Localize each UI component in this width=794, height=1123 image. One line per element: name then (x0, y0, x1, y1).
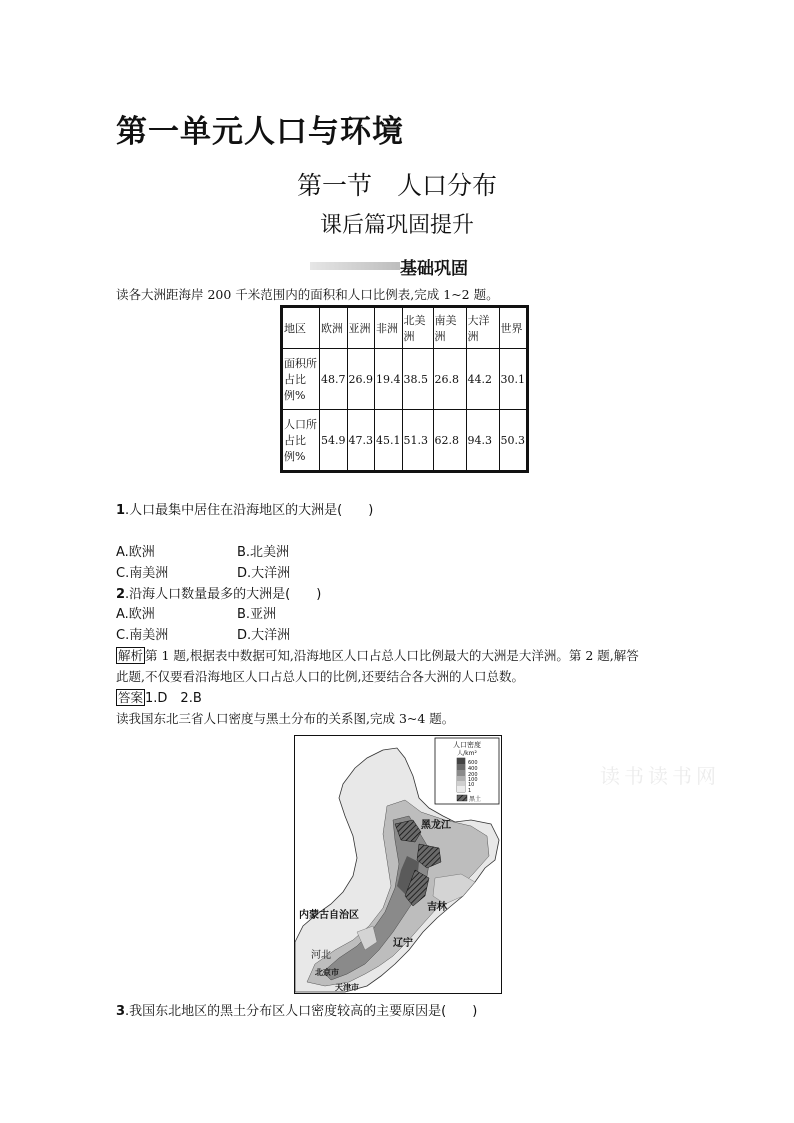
section-bar-decoration (310, 262, 400, 270)
legend-value: 600 (468, 760, 478, 766)
legend-swatch (457, 781, 465, 786)
header-cell: 地区 (282, 307, 320, 349)
legend-swatch (457, 786, 465, 792)
table-cell: 44.2 (466, 349, 499, 410)
analysis-tag: 解析 (118, 648, 144, 663)
q2-option-a[interactable]: A.欧洲 (116, 607, 155, 622)
legend-swatch (457, 776, 465, 781)
watermark: 读书读书网 (600, 764, 720, 788)
question-number: 1 (116, 503, 126, 518)
table-cell: 45.1 (375, 410, 403, 472)
label-hebei: 河北 (311, 950, 331, 961)
analysis-line-1 (116, 648, 639, 664)
question-text: .我国东北地区的黑土分布区人口密度较高的主要原因是( ) (125, 1004, 478, 1019)
table-row (282, 410, 528, 472)
unit-title: 第一单元人口与环境 (116, 114, 404, 150)
sub-title: 课后篇巩固提升 (319, 213, 474, 238)
table-cell: 19.4 (375, 349, 403, 410)
legend-swatch (457, 758, 465, 764)
table-cell: 62.8 (433, 410, 466, 472)
q2-option-c[interactable]: C.南美洲 (116, 628, 169, 643)
legend-value: 10 (468, 782, 475, 788)
table-cell: 50.3 (499, 410, 528, 472)
header-cell: 南美洲 (433, 307, 466, 349)
header-cell: 大洋洲 (466, 307, 499, 349)
intro-q1-2: 读各大洲距海岸 200 千米范围内的面积和人口比例表,完成 1~2 题。 (116, 287, 499, 302)
header-cell: 世界 (499, 307, 528, 349)
label-jilin: 吉林 (427, 902, 447, 913)
question-text: .沿海人口数量最多的大洲是( ) (125, 587, 322, 602)
section-title: 第一节 人口分布 (296, 171, 497, 200)
northeast-map (294, 735, 502, 994)
answer-text: 1.D 2.B (145, 691, 202, 706)
analysis-text: 第 1 题,根据表中数据可知,沿海地区人口占总人口比例最大的大洲是大洋洲。第 2 题,解答 (145, 648, 639, 663)
q1-option-c[interactable]: C.南美洲 (116, 566, 169, 581)
q1-option-a[interactable]: A.欧洲 (116, 545, 155, 560)
label-neimenggu: 内蒙古自治区 (299, 910, 359, 921)
legend-title: 人口密度 (453, 741, 481, 749)
map-svg (295, 736, 501, 993)
legend-black-soil-label: 黑土 (469, 796, 482, 803)
q2-option-b[interactable]: B.亚洲 (237, 607, 277, 622)
table-cell: 47.3 (347, 410, 375, 472)
question-2 (116, 587, 321, 603)
table-cell: 94.3 (466, 410, 499, 472)
question-3 (116, 1004, 477, 1020)
legend-unit: 人/km² (457, 750, 477, 757)
label-beijing: 北京市 (315, 968, 339, 977)
intro-q3-4: 读我国东北三省人口密度与黑土分布的关系图,完成 3~4 题。 (116, 711, 455, 726)
q1-option-b[interactable]: B.北美洲 (237, 545, 290, 560)
table-cell: 54.9 (320, 410, 348, 472)
question-number: 3 (116, 1004, 126, 1019)
table-cell: 26.9 (347, 349, 375, 410)
legend-swatch (457, 764, 465, 770)
question-number: 2 (116, 587, 126, 602)
legend-black-soil-swatch (457, 795, 467, 801)
header-cell: 非洲 (375, 307, 403, 349)
q1-option-d[interactable]: D.大洋洲 (237, 566, 291, 581)
legend-value: 100 (468, 777, 478, 783)
answer-tag: 答案 (118, 690, 144, 705)
table-cell: 30.1 (499, 349, 528, 410)
header-cell: 欧洲 (320, 307, 348, 349)
table-cell: 38.5 (402, 349, 433, 410)
header-cell: 亚洲 (347, 307, 375, 349)
analysis-line-2: 此题,不仅要看沿海地区人口占总人口的比例,还要结合各大洲的人口总数。 (116, 669, 524, 684)
q2-option-d[interactable]: D.大洋洲 (237, 628, 291, 643)
header-cell: 北美洲 (402, 307, 433, 349)
table-cell: 48.7 (320, 349, 348, 410)
table-cell: 26.8 (433, 349, 466, 410)
legend-value: 400 (468, 766, 478, 772)
question-text: .人口最集中居住在沿海地区的大洲是( ) (125, 503, 374, 518)
legend-value: 1 (468, 788, 472, 794)
legend-value: 200 (468, 772, 478, 778)
label-heilongjiang: 黑龙江 (421, 820, 451, 831)
table-row (282, 349, 528, 410)
table-header-row (282, 307, 528, 349)
row-label: 面积所占比例% (282, 349, 320, 410)
label-tianjin: 天津市 (335, 983, 359, 992)
data-table (280, 305, 529, 473)
basic-consolidation-heading: 基础巩固 (400, 259, 468, 279)
label-liaoning: 辽宁 (393, 938, 413, 949)
question-1 (116, 503, 373, 519)
table-cell: 51.3 (402, 410, 433, 472)
row-label: 人口所占比例% (282, 410, 320, 472)
answer-line (116, 690, 202, 707)
legend-swatch (457, 770, 465, 776)
